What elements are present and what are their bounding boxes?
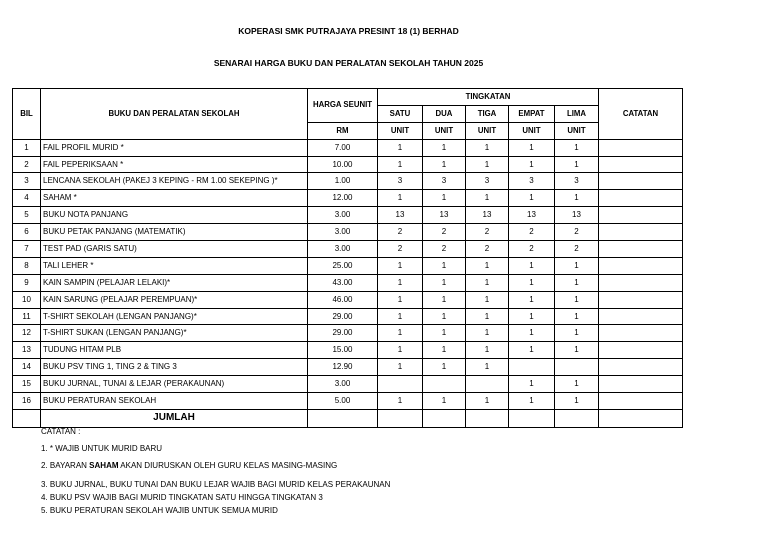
header-form-3: TIGA [466,105,509,122]
row-number: 4 [13,190,41,207]
row-number: 10 [13,291,41,308]
quantity-form-5: 2 [555,241,599,258]
row-number: 6 [13,224,41,241]
quantity-form-1: 1 [378,274,423,291]
quantity-form-5: 13 [555,207,599,224]
catatan-cell [599,325,683,342]
catatan-cell [599,224,683,241]
quantity-form-1: 1 [378,139,423,156]
catatan-cell [599,190,683,207]
item-price: 3.00 [308,376,378,393]
row-number: 1 [13,139,41,156]
total-bil-cell [13,409,41,427]
quantity-form-5: 1 [555,190,599,207]
total-cell [599,409,683,427]
item-name: KAIN SAMPIN (PELAJAR LELAKI)* [41,274,308,291]
catatan-cell [599,376,683,393]
quantity-form-2 [423,376,466,393]
quantity-form-1: 1 [378,190,423,207]
catatan-cell [599,291,683,308]
table-row [13,156,683,173]
table-row [13,393,683,410]
quantity-form-5: 2 [555,224,599,241]
item-price: 43.00 [308,274,378,291]
catatan-cell [599,139,683,156]
item-price: 25.00 [308,257,378,274]
quantity-form-4: 13 [509,207,555,224]
item-name: BUKU NOTA PANJANG [41,207,308,224]
quantity-form-4: 1 [509,325,555,342]
header-bil: BIL [13,89,41,140]
quantity-form-1: 1 [378,291,423,308]
quantity-form-3: 3 [466,173,509,190]
header-unit-2: UNIT [423,122,466,139]
item-price: 3.00 [308,207,378,224]
quantity-form-5: 1 [555,393,599,410]
quantity-form-1: 1 [378,359,423,376]
total-cell [555,409,599,427]
quantity-form-1: 13 [378,207,423,224]
table-row [13,173,683,190]
item-name: SAHAM * [41,190,308,207]
note-2 [41,461,337,470]
quantity-form-3: 1 [466,342,509,359]
row-number: 16 [13,393,41,410]
quantity-form-4: 1 [509,156,555,173]
header-form-1: SATU [378,105,423,122]
quantity-form-4: 1 [509,393,555,410]
item-price: 5.00 [308,393,378,410]
quantity-form-1 [378,376,423,393]
quantity-form-1: 2 [378,241,423,258]
table-row [13,241,683,258]
header-unit-3: UNIT [466,122,509,139]
quantity-form-2: 1 [423,257,466,274]
quantity-form-2: 1 [423,156,466,173]
quantity-form-4: 1 [509,376,555,393]
item-name: TEST PAD (GARIS SATU) [41,241,308,258]
catatan-cell [599,257,683,274]
quantity-form-3: 1 [466,139,509,156]
quantity-form-4 [509,359,555,376]
note-5: 5. BUKU PERATURAN SEKOLAH WAJIB UNTUK SEMUA MURID [41,506,278,515]
quantity-form-3: 13 [466,207,509,224]
header-unit-1: UNIT [378,122,423,139]
quantity-form-3: 1 [466,393,509,410]
item-price: 12.00 [308,190,378,207]
item-name: KAIN SARUNG (PELAJAR PEREMPUAN)* [41,291,308,308]
quantity-form-5: 1 [555,325,599,342]
table-row [13,139,683,156]
table-row [13,342,683,359]
catatan-cell [599,173,683,190]
quantity-form-1: 1 [378,342,423,359]
item-price: 12.90 [308,359,378,376]
quantity-form-1: 1 [378,325,423,342]
row-number: 13 [13,342,41,359]
catatan-cell [599,359,683,376]
catatan-cell [599,156,683,173]
item-name: BUKU PSV TING 1, TING 2 & TING 3 [41,359,308,376]
total-cell [509,409,555,427]
row-number: 15 [13,376,41,393]
quantity-form-5: 1 [555,342,599,359]
quantity-form-5: 1 [555,274,599,291]
quantity-form-2: 1 [423,359,466,376]
quantity-form-4: 2 [509,224,555,241]
item-price: 46.00 [308,291,378,308]
total-cell [423,409,466,427]
quantity-form-4: 1 [509,274,555,291]
catatan-cell [599,274,683,291]
item-name: T-SHIRT SEKOLAH (LENGAN PANJANG)* [41,308,308,325]
quantity-form-2: 2 [423,241,466,258]
quantity-form-5: 3 [555,173,599,190]
item-name: FAIL PROFIL MURID * [41,139,308,156]
row-number: 7 [13,241,41,258]
note-1: 1. * WAJIB UNTUK MURID BARU [41,444,163,453]
header-form-5: LIMA [555,105,599,122]
note-2-text-a: 2. BAYARAN [41,461,90,470]
row-number: 8 [13,257,41,274]
catatan-cell [599,342,683,359]
catatan-cell [599,308,683,325]
quantity-form-1: 1 [378,257,423,274]
quantity-form-2: 1 [423,139,466,156]
header-catatan: CATATAN [599,89,683,140]
total-cell [466,409,509,427]
header-form-4: EMPAT [509,105,555,122]
quantity-form-4: 1 [509,342,555,359]
table-row [13,190,683,207]
header-unit-5: UNIT [555,122,599,139]
table-row [13,359,683,376]
header-rm: RM [308,122,378,139]
quantity-form-3: 1 [466,325,509,342]
quantity-form-2: 1 [423,190,466,207]
quantity-form-1: 3 [378,173,423,190]
header-item: BUKU DAN PERALATAN SEKOLAH [41,89,308,140]
catatan-cell [599,241,683,258]
quantity-form-4: 1 [509,257,555,274]
total-row [13,409,683,427]
item-name: T-SHIRT SUKAN (LENGAN PANJANG)* [41,325,308,342]
quantity-form-2: 1 [423,342,466,359]
price-table-body [13,89,683,428]
quantity-form-3: 2 [466,241,509,258]
item-price: 29.00 [308,325,378,342]
header-price: HARGA SEUNIT [308,89,378,123]
item-name: BUKU PERATURAN SEKOLAH [41,393,308,410]
note-2-text-b: AKAN DIURUSKAN OLEH GURU KELAS MASING-MASING [118,461,338,470]
item-name: BUKU JURNAL, TUNAI & LEJAR (PERAKAUNAN) [41,376,308,393]
quantity-form-1: 2 [378,224,423,241]
quantity-form-3: 1 [466,359,509,376]
notes-heading: CATATAN : [41,427,81,436]
table-row [13,325,683,342]
total-cell [308,409,378,427]
quantity-form-3: 2 [466,224,509,241]
document-title: KOPERASI SMK PUTRAJAYA PRESINT 18 (1) BERHAD [238,26,459,36]
quantity-form-5: 1 [555,156,599,173]
quantity-form-4: 1 [509,308,555,325]
note-2-bold: SAHAM [89,461,119,470]
row-number: 9 [13,274,41,291]
document-subtitle: SENARAI HARGA BUKU DAN PERALATAN SEKOLAH TAHUN 2025 [213,58,484,68]
quantity-form-4: 1 [509,291,555,308]
quantity-form-5: 1 [555,257,599,274]
quantity-form-5 [555,359,599,376]
total-label: JUMLAH [41,409,308,427]
quantity-form-5: 1 [555,291,599,308]
row-number: 11 [13,308,41,325]
quantity-form-2: 1 [423,325,466,342]
quantity-form-3: 1 [466,274,509,291]
quantity-form-3: 1 [466,156,509,173]
header-tingkatan: TINGKATAN [378,89,599,106]
table-row [13,274,683,291]
quantity-form-4: 2 [509,241,555,258]
quantity-form-1: 1 [378,308,423,325]
quantity-form-2: 1 [423,308,466,325]
quantity-form-3 [466,376,509,393]
row-number: 12 [13,325,41,342]
header-unit-4: UNIT [509,122,555,139]
quantity-form-2: 1 [423,274,466,291]
item-name: TALI LEHER * [41,257,308,274]
row-number: 5 [13,207,41,224]
quantity-form-4: 3 [509,173,555,190]
note-4: 4. BUKU PSV WAJIB BAGI MURID TINGKATAN SATU HINGGA TINGKATAN 3 [41,493,323,502]
quantity-form-3: 1 [466,257,509,274]
item-price: 7.00 [308,139,378,156]
quantity-form-5: 1 [555,376,599,393]
item-price: 3.00 [308,224,378,241]
total-cell [378,409,423,427]
quantity-form-3: 1 [466,291,509,308]
item-price: 3.00 [308,241,378,258]
quantity-form-4: 1 [509,190,555,207]
item-name: BUKU PETAK PANJANG (MATEMATIK) [41,224,308,241]
price-table [12,88,683,428]
quantity-form-2: 1 [423,393,466,410]
catatan-cell [599,207,683,224]
quantity-form-2: 1 [423,291,466,308]
item-price: 10.00 [308,156,378,173]
quantity-form-5: 1 [555,308,599,325]
item-price: 15.00 [308,342,378,359]
row-number: 2 [13,156,41,173]
table-row [13,376,683,393]
quantity-form-3: 1 [466,308,509,325]
row-number: 3 [13,173,41,190]
item-price: 1.00 [308,173,378,190]
row-number: 14 [13,359,41,376]
quantity-form-2: 3 [423,173,466,190]
header-form-2: DUA [423,105,466,122]
table-row [13,224,683,241]
quantity-form-4: 1 [509,139,555,156]
table-row [13,308,683,325]
item-price: 29.00 [308,308,378,325]
item-name: TUDUNG HITAM PLB [41,342,308,359]
quantity-form-1: 1 [378,393,423,410]
quantity-form-3: 1 [466,190,509,207]
item-name: FAIL PEPERIKSAAN * [41,156,308,173]
note-3: 3. BUKU JURNAL, BUKU TUNAI DAN BUKU LEJAR WAJIB BAGI MURID KELAS PERAKAUNAN [41,480,391,489]
table-row [13,291,683,308]
catatan-cell [599,393,683,410]
quantity-form-1: 1 [378,156,423,173]
item-name: LENCANA SEKOLAH (PAKEJ 3 KEPING - RM 1.00 SEKEPING )* [41,173,308,190]
quantity-form-2: 13 [423,207,466,224]
table-row [13,257,683,274]
quantity-form-5: 1 [555,139,599,156]
table-row [13,207,683,224]
quantity-form-2: 2 [423,224,466,241]
